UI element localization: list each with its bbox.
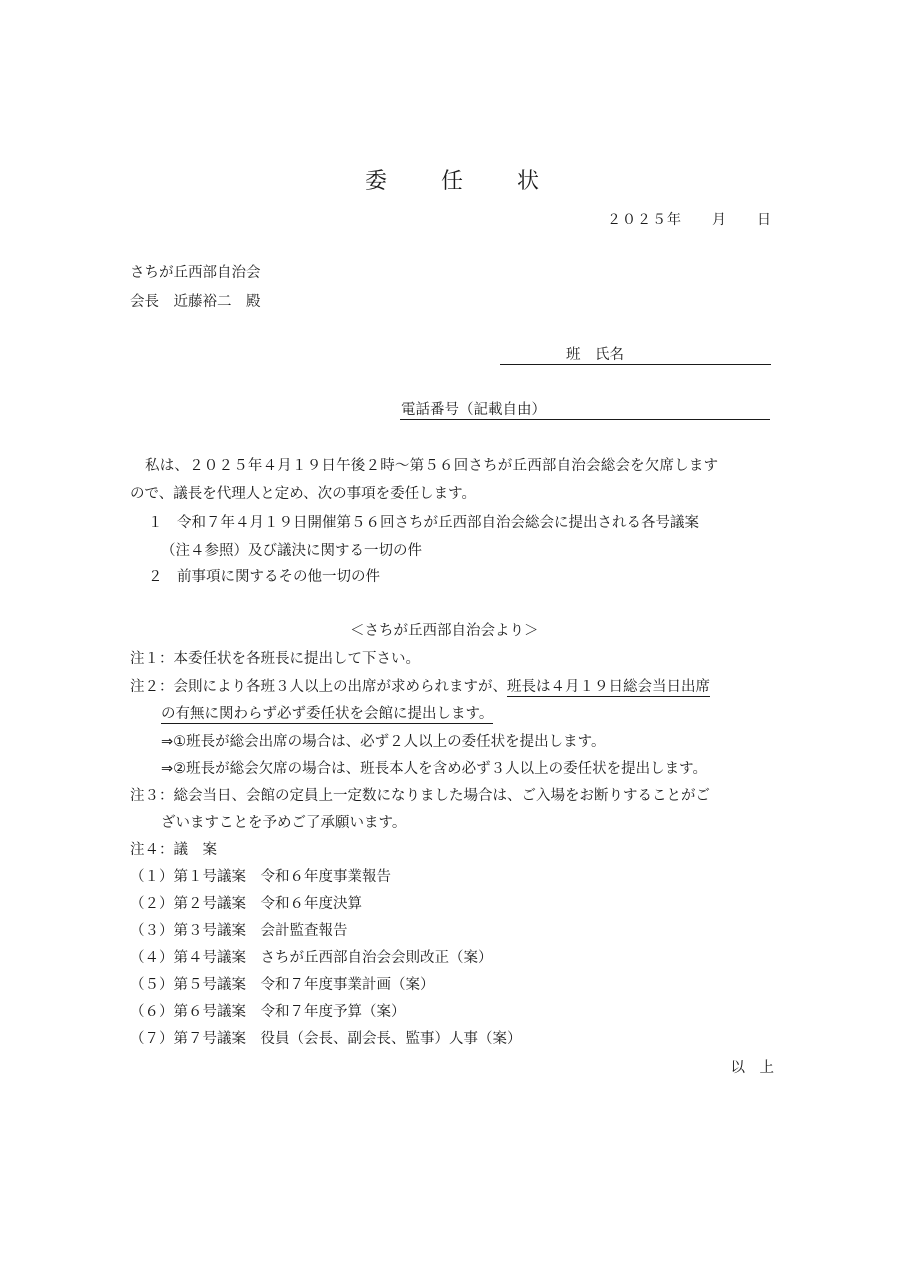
- addressee-name: 会長 近藤裕二 殿: [130, 294, 261, 310]
- phone-label: 電話番号（記載自由）: [401, 402, 546, 418]
- note-4: 注４：議 案: [130, 842, 217, 858]
- phone-signature-line[interactable]: [400, 400, 770, 420]
- agenda-item: （４）第４号議案 さちが丘西部自治会会則改正（案）: [130, 950, 493, 966]
- note-2-underlined-2: の有無に関わらず必ず委任状を会館に提出します。: [161, 706, 494, 722]
- note-2-prefix: 注２：会則により各班３人以上の出席が求められますが、: [130, 679, 507, 695]
- closing-mark: 以 上: [730, 1060, 774, 1076]
- note-2-line-1: [130, 677, 710, 697]
- note-3-line-1: 注３：総会当日、会館の定員上一定数になりました場合は、ご入場をお断りすることがご: [130, 788, 710, 804]
- note-2-sub-b: ⇒②班長が総会欠席の場合は、班長本人を含め必ず３人以上の委任状を提出します。: [161, 761, 707, 777]
- item-1-line-1: １ 令和７年４月１９日開催第５６回さちが丘西部自治会総会に提出される各号議案: [148, 515, 699, 531]
- note-2-sub-a: ⇒①班長が総会出席の場合は、必ず２人以上の委任状を提出します。: [161, 734, 606, 750]
- agenda-item: （３）第３号議案 会計監査報告: [130, 923, 348, 939]
- notes-heading: ＜さちが丘西部自治会より＞: [350, 623, 539, 639]
- item-2: ２ 前事項に関するその他一切の件: [148, 569, 380, 585]
- agenda-item: （２）第２号議案 令和６年度決算: [130, 896, 362, 912]
- agenda-item: （１）第１号議案 令和６年度事業報告: [130, 869, 391, 885]
- body-line-2: ので、議長を代理人と定め、次の事項を委任します。: [130, 486, 476, 502]
- addressee-org: さちが丘西部自治会: [130, 265, 261, 281]
- han-name-signature-line[interactable]: [500, 345, 771, 365]
- document-title: 委 任 状: [364, 169, 555, 194]
- note-2-line-2: [161, 704, 493, 724]
- han-name-label: 班 氏名: [566, 347, 624, 363]
- item-1-line-2: （注４参照）及び議決に関する一切の件: [161, 543, 422, 559]
- agenda-item: （６）第６号議案 令和７年度予算（案）: [130, 1004, 406, 1020]
- note-1: 注１：本委任状を各班長に提出して下さい。: [130, 651, 420, 667]
- agenda-item: （５）第５号議案 令和７年度事業計画（案）: [130, 977, 435, 993]
- note-2-underlined-1: 班長は４月１９日総会当日出席: [507, 679, 710, 695]
- note-3-line-2: ざいますことを予めご了承願います。: [161, 815, 407, 831]
- body-line-1: 私は、２０２５年４月１９日午後２時～第５６回さちが丘西部自治会総会を欠席します: [145, 458, 719, 474]
- date-line: ２０２５年 月 日: [607, 212, 772, 228]
- agenda-item: （７）第７号議案 役員（会長、副会長、監事）人事（案）: [130, 1031, 522, 1047]
